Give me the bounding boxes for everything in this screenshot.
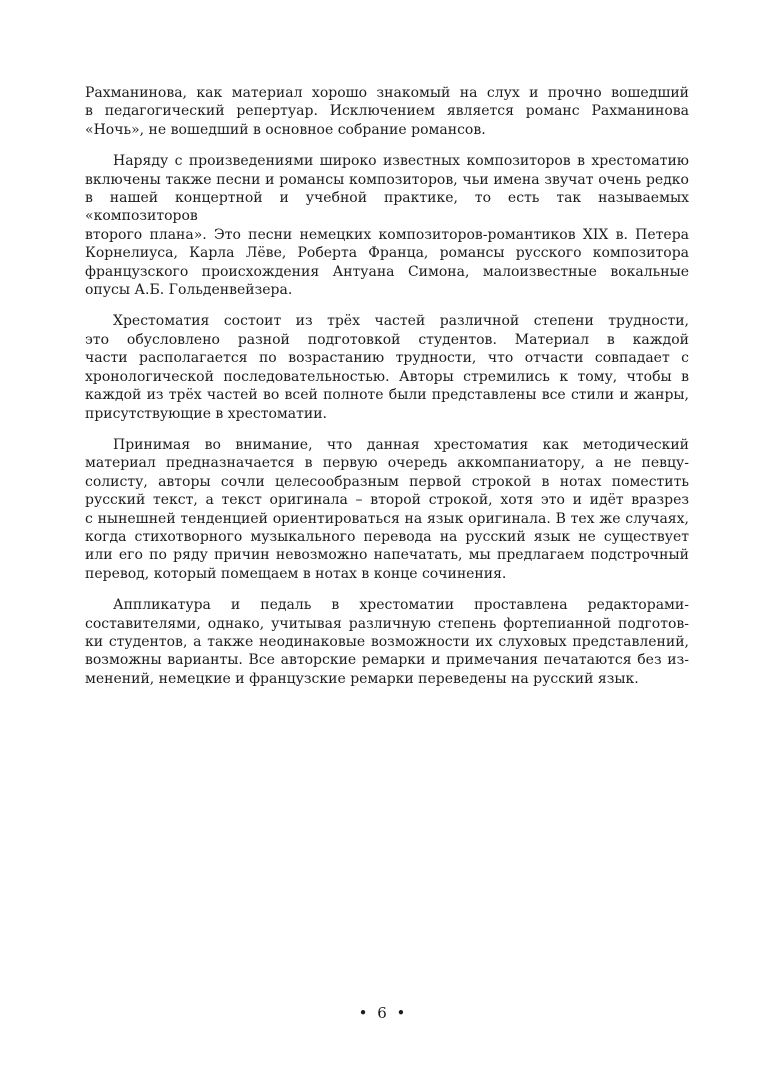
text-line: включены также песни и романсы композиторов, чьи имена звучат очень редко (85, 171, 689, 188)
text-line: солисту, авторы сочли целесообразным первой строкой в нотах поместить (85, 473, 689, 490)
text-line: русский текст, а текст оригинала – второй строкой, хотя это и идёт вразрез (85, 492, 689, 509)
paragraph (85, 596, 689, 688)
text-line: Наряду с произведениями широко известных композиторов в хрестоматию (113, 153, 689, 170)
text-line: опусы А.Б. Гольденвейзера. (85, 282, 293, 299)
text-line: Корнелиуса, Карла Лёве, Роберта Франца, романсы русского композитора (85, 245, 689, 262)
text-line: менений, немецкие и французские ремарки переведены на русский язык. (85, 670, 639, 687)
text-line: возможны варианты. Все авторские ремарки и примечания печатаются без из- (85, 652, 689, 669)
text-line: с нынешней тенденцией ориентироваться на язык оригинала. В тех же случаях, (85, 510, 689, 527)
text-line: второго плана». Это песни немецких композиторов-романтиков XIX в. Петера (85, 226, 689, 243)
paragraph (85, 152, 689, 299)
text-line: хронологической последовательностью. Авторы стремились к тому, чтобы в (85, 368, 689, 385)
text-line: Рахманинова, как материал хорошо знакомый на слух и прочно вошедший (85, 85, 689, 101)
text-line: Принимая во внимание, что данная хрестоматия как методический (113, 436, 689, 453)
text-line: части располагается по возрастанию трудности, что отчасти совпадает с (85, 350, 689, 367)
text-line: составителями, однако, учитывая различную степень фортепианной подготов- (85, 615, 689, 632)
text-line: это обусловлено разной подготовкой студентов. Материал в каждой (85, 331, 689, 348)
text-line: ки студентов, а также неодинаковые возможности их слуховых представлений, (85, 633, 689, 650)
page-number: • 6 • (358, 1004, 406, 1022)
text-line: когда стихотворного музыкального перевода на русский язык не существует (85, 528, 689, 545)
text-line: «Ночь», не вошедший в основное собрание романсов. (85, 121, 486, 138)
text-line: Аппликатура и педаль в хрестоматии проставлена редакторами- (113, 597, 689, 614)
text-line: каждой из трёх частей во всей полноте были представлены все стили и жанры, (85, 387, 689, 404)
text-line: материал предназначается в первую очередь аккомпаниатору, а не певцу- (85, 455, 689, 472)
page-text (85, 84, 689, 688)
text-line: в нашей концертной и учебной практике, то есть так называемых «композиторов (85, 190, 689, 225)
paragraph (85, 436, 689, 583)
text-line: или его по ряду причин невозможно напечатать, мы предлагаем подстрочный (85, 547, 689, 564)
text-line: перевод, который помещаем в нотах в конце сочинения. (85, 565, 507, 582)
paragraph (85, 84, 689, 139)
text-line: присутствующие в хрестоматии. (85, 405, 328, 422)
paragraph (85, 312, 689, 422)
text-line: французского происхождения Антуана Симона, малоизвестные вокальные (85, 263, 689, 280)
text-line: в педагогический репертуар. Исключением является романс Рахманинова (85, 103, 689, 120)
text-line: Хрестоматия состоит из трёх частей различной степени трудности, (113, 313, 689, 330)
